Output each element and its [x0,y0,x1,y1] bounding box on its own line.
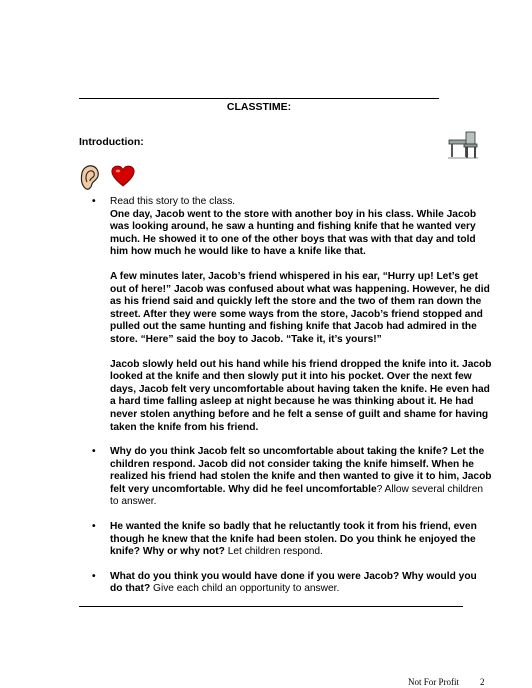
story-item [92,196,492,434]
question-note: ? Let the children respond. Jacob did not consider taking the knife himself. When he realized his friend had stolen the knife and then wanted to give it to him, Jacob felt very uncomfortable. Why did he feel uncomfortable [110,446,492,495]
bullet: • [92,446,96,458]
heart-icon [110,164,136,188]
bottom-rule [79,606,463,607]
question-text: Why do you think Jacob felt so uncomfortable about taking the knife [110,446,442,458]
page-number: 2 [480,677,485,687]
bullet: • [92,521,96,533]
story-instruction: Read this story to the class. [110,196,236,207]
footer-label: Not For Profit [408,677,460,687]
bullet: • [92,570,96,582]
story-paragraph-1: One day, Jacob went to the store with another boy in his class. While Jacob was looking around, he saw a hunting and fishing knife that he wanted very much. He showed it to one of the other boys that was with that day and told him how much he would like to have a knife like that. [110,208,477,258]
top-rule [79,98,439,99]
question-text: What do you think you would have done if you were Jacob? Why would you do that? [110,570,477,595]
question-item [92,521,492,559]
story-paragraph-2: A few minutes later, Jacob’s friend whispered in his ear, “Hurry up! Let’s get out of here!” Jacob was confused about what was happening. However, he did as his friend said and quickly left the store and the two of them ran down the street. After they were some ways from the store, Jacob’s friend stopped and pulled out the same hunting and fishing knife that Jacob had admired in the store. “Here” said the boy to Jacob. “Take it, it’s yours!” [110,270,490,345]
teacher-instruction: Give each child an opportunity to answer. [150,583,340,595]
teacher-instruction: ? Allow several children to answer. [110,483,484,508]
ear-icon [79,164,101,192]
desk-chair-icon [446,130,480,160]
introduction-label: Introduction: [79,136,144,148]
bullet: • [92,196,96,207]
question-item [92,446,492,509]
story-paragraph-3: Jacob slowly held out his hand while his friend dropped the knife into it. Jacob looked at the knife and then slowly put it into his pocket. Over the next few days, Jacob felt very uncomfortable about having taken the knife. He even had a hard time falling asleep at night because he was thinking about it. He had never stolen anything before and he felt a sense of guilt and shame for having taken the knife from his friend. [110,358,492,433]
classtime-title: CLASSTIME: [226,101,292,113]
lesson-content [92,196,492,608]
teacher-instruction: Let children respond. [224,546,323,558]
question-text: He wanted the knife so badly that he reluctantly took it from his friend, even though he knew that the knife had been stolen. Do you think he enjoyed the knife? Why or why not? [110,521,477,558]
question-item [92,571,492,596]
